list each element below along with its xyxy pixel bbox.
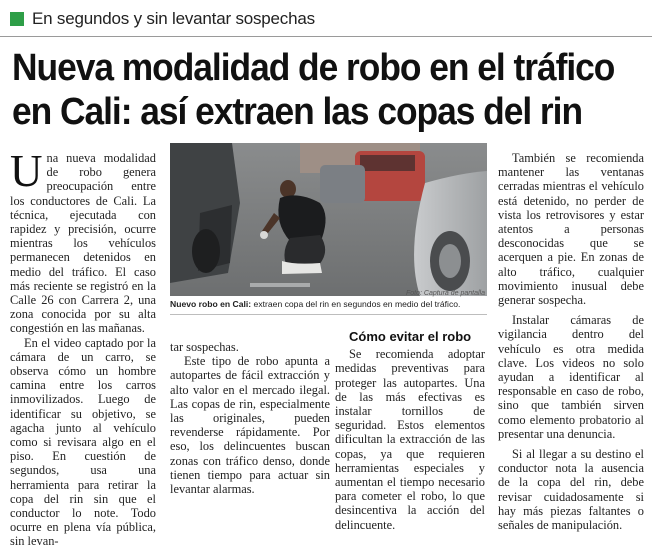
article-column-3 xyxy=(335,330,485,532)
paragraph: tar sospechas. xyxy=(170,340,239,354)
article-photo xyxy=(170,143,487,296)
paragraph: Se recomienda adoptar medidas preventivas para proteger las autopartes. Una de las más efectivas es instalar tornillos de seguridad. Estos elementos dificultan la extracción de las copas, ya que requieren herramientas especiales y aumentan el tiempo necesario para cometer el robo, lo que desincentiva la acción del delincuente. xyxy=(335,347,485,532)
kicker-square-icon xyxy=(10,12,24,26)
paragraph: También se recomienda mantener las ventanas cerradas mientras el vehículo está detenido, no perder de vista los retrovisores y estar atentos a personas desconocidas que se acerquen a pie. En zonas de alto tráfico, cualquier movimiento inusual debe generar sospecha. xyxy=(498,151,644,308)
subheading: Cómo evitar el robo xyxy=(349,329,472,344)
top-divider xyxy=(0,36,652,37)
paragraph: En el video captado por la cámara de un carro, se observa cómo un hombre camina entre los carros inmovilizados. Luego de identificar su objetivo, se agacha junto al vehículo como si revisara algo en el piso. En cuestión de segundos, usa una herramienta para retirar la copa del rin sin que el conductor lo note. Todo ocurre en plena vía pública, sin levan- xyxy=(10,335,156,549)
article-column-1 xyxy=(10,146,156,549)
headline-line-2: en Cali: así extraen las copas del rin xyxy=(12,91,583,133)
article-column-2 xyxy=(170,340,330,496)
caption-lead: Nuevo robo en Cali: xyxy=(170,299,252,309)
photo-credit: Foto: Captura de pantalla xyxy=(406,290,485,297)
caption-text: extraen copa del rin en segundos en medio del tráfico. xyxy=(251,299,461,309)
headline xyxy=(12,46,615,134)
paragraph xyxy=(10,146,156,336)
section-kicker xyxy=(10,8,315,30)
paragraph: Este tipo de robo apunta a autopartes de fácil extracción y alto valor en el mercado ilegal. Las copas de rin, especialmente las originales, pueden revenderse rápidamente. Por eso, los delincuentes buscan zonas con tráfico denso, donde tienen tiempo para actuar sin levantar alarmas. xyxy=(170,354,330,497)
kicker-text: En segundos y sin levantar sospechas xyxy=(32,9,315,28)
caption-divider xyxy=(170,314,487,315)
article-column-4 xyxy=(498,151,644,532)
drop-cap: U xyxy=(10,146,43,196)
street-scene-illustration xyxy=(170,143,487,296)
headline-line-1: Nueva modalidad de robo en el tráfico xyxy=(12,47,615,89)
paragraph-text: na nueva modalidad de robo genera preocupación entre los conductores de Cali. La técnica, ejecutada con rapidez y precisión, ocurre mientras los vehículos permanecen detenidos en medio del tráfico. El caso más reciente se registró en la Calle 26 con Carrera 2, una zona conocida por su alta congestión en las mañanas. xyxy=(10,151,156,336)
paragraph: Instalar cámaras de vigilancia dentro del vehículo es otra medida clave. Los videos no solo ayudan a identificar al responsable en caso de robo, sino que también sirven como elemento probatorio al presentar una denuncia. xyxy=(498,313,644,441)
photo-caption xyxy=(170,299,487,310)
paragraph: Si al llegar a su destino el conductor nota la ausencia de la copa del rin, debe revisar cuidadosamente si hay más piezas faltantes o señales de manipulación. xyxy=(498,447,644,533)
